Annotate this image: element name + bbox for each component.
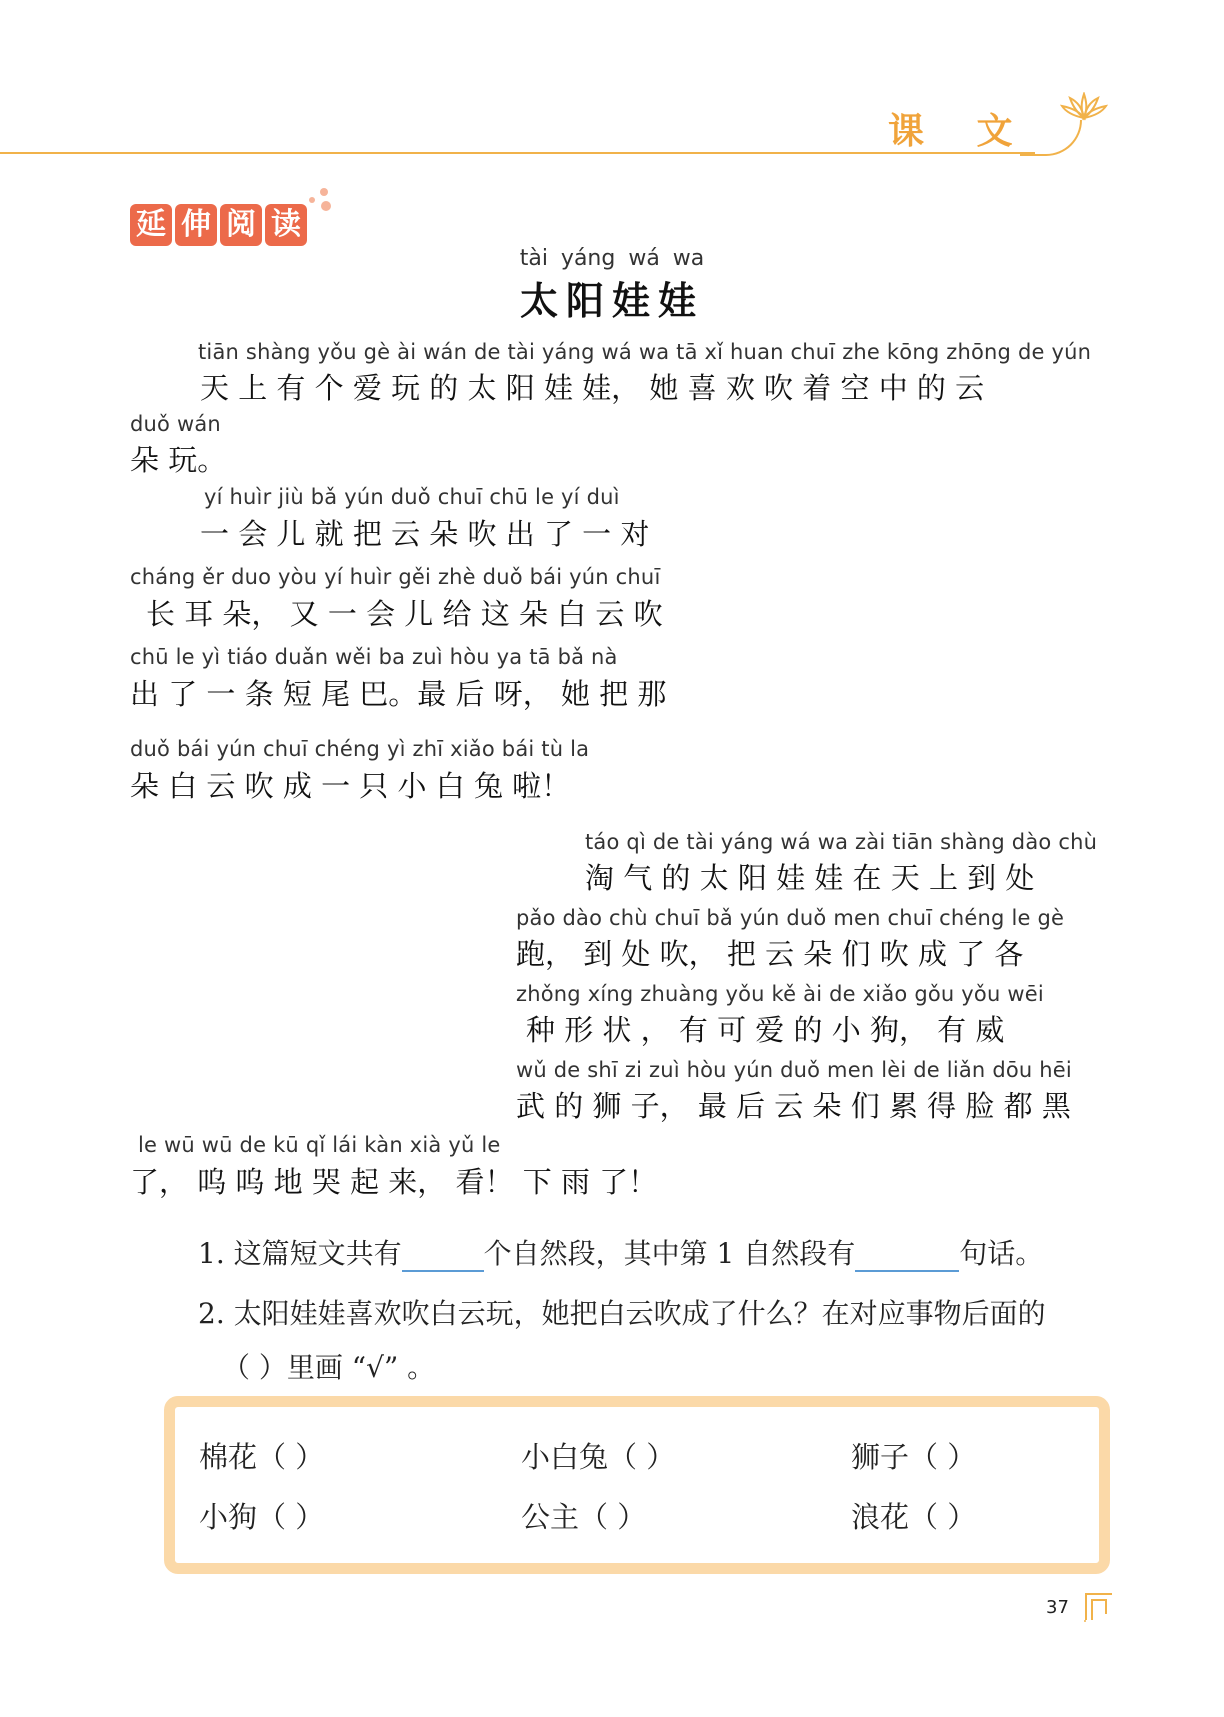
decorative-dots-icon <box>304 186 334 216</box>
text-line: 武 的 狮 子， 最 后 云 朵 们 累 得 脸 都 黑 <box>516 1089 1071 1123</box>
text-line: 朵 白 云 吹 成 一 只 小 白 兔 啦！ <box>130 769 571 803</box>
pinyin-line: táo qì de tài yáng wá wa zài tiān shàng dào chù <box>585 830 1098 854</box>
lotus-icon <box>1060 92 1108 122</box>
text-line: 种 形 状 ， 有 可 爱 的 小 狗， 有 威 <box>526 1013 1005 1047</box>
answer-blank-2[interactable] <box>855 1240 959 1272</box>
question-2-line-1: 2. 太阳娃娃喜欢吹白云玩，她把白云吹成了什么？在对应事物后面的 <box>198 1297 1046 1330</box>
option-cotton[interactable]: 棉花（ ） <box>199 1440 325 1474</box>
option-spray[interactable]: 浪花（ ） <box>851 1500 977 1534</box>
pinyin-line: duǒ bái yún chuī chéng yì zhī xiǎo bái tù la <box>130 737 590 761</box>
text-line: 朵 玩。 <box>130 443 227 477</box>
page-corner-icon <box>1084 1590 1114 1622</box>
text-line: 了， 呜 呜 地 哭 起 来， 看！ 下 雨 了！ <box>130 1165 658 1199</box>
question-1-part-a: 1. 这篇短文共有 <box>198 1237 402 1270</box>
text-line: 一 会 儿 就 把 云 朵 吹 出 了 一 对 <box>200 517 650 551</box>
options-box <box>164 1396 1110 1574</box>
option-princess[interactable]: 公主（ ） <box>521 1500 647 1534</box>
page-number: 37 <box>1046 1597 1069 1618</box>
question-1-part-c: 句话。 <box>959 1237 1044 1270</box>
answer-blank-1[interactable] <box>402 1240 484 1272</box>
text-line: 跑， 到 处 吹， 把 云 朵 们 吹 成 了 各 <box>516 937 1024 971</box>
option-puppy[interactable]: 小狗（ ） <box>199 1500 325 1534</box>
question-2-line-2: （ ）里画 “√” 。 <box>222 1351 436 1384</box>
badge-char: 延 <box>130 204 172 246</box>
section-title: 课 文 <box>888 111 1033 152</box>
pinyin-line: tiān shàng yǒu gè ài wán de tài yáng wá wa tā xǐ huan chuī zhe kōng zhōng de yún <box>198 340 1092 364</box>
pinyin-line: pǎo dào chù chuī bǎ yún duǒ men chuī chéng le gè <box>516 906 1065 930</box>
title-pinyin: tài yáng wá wa <box>519 246 705 271</box>
pinyin-line: chū le yì tiáo duǎn wěi ba zuì hòu ya tā bǎ nà <box>130 645 618 669</box>
title-hanzi: 太阳娃娃 <box>519 279 704 323</box>
header-rule <box>0 152 1035 154</box>
pinyin-line: yí huìr jiù bǎ yún duǒ chuī chū le yí duì <box>204 485 620 509</box>
badge-char: 伸 <box>175 204 217 246</box>
option-lion[interactable]: 狮子（ ） <box>851 1440 977 1474</box>
question-1-part-b: 个自然段，其中第 1 自然段有 <box>483 1237 856 1270</box>
text-line: 淘 气 的 太 阳 娃 娃 在 天 上 到 处 <box>585 861 1035 895</box>
text-line: 长 耳 朵， 又 一 会 儿 给 这 朵 白 云 吹 <box>146 597 663 631</box>
pinyin-line: le wū wū de kū qǐ lái kàn xià yǔ le <box>138 1133 501 1157</box>
pinyin-line: wǔ de shī zi zuì hòu yún duǒ men lèi de liǎn dōu hēi <box>516 1058 1072 1082</box>
pinyin-line: duǒ wán <box>130 412 221 436</box>
badge-char: 阅 <box>220 204 262 246</box>
extended-reading-badge <box>130 204 307 246</box>
text-line: 天 上 有 个 爱 玩 的 太 阳 娃 娃， 她 喜 欢 吹 着 空 中 的 云 <box>200 371 985 405</box>
option-white-rabbit[interactable]: 小白兔（ ） <box>521 1440 676 1474</box>
text-line: 出 了 一 条 短 尾 巴。最 后 呀， 她 把 那 <box>130 677 667 711</box>
pinyin-line: cháng ěr duo yòu yí huìr gěi zhè duǒ bái yún chuī <box>130 565 661 589</box>
pinyin-line: zhǒng xíng zhuàng yǒu kě ài de xiǎo gǒu yǒu wēi <box>516 982 1044 1006</box>
question-1 <box>198 1232 1043 1272</box>
badge-char: 读 <box>265 204 307 246</box>
